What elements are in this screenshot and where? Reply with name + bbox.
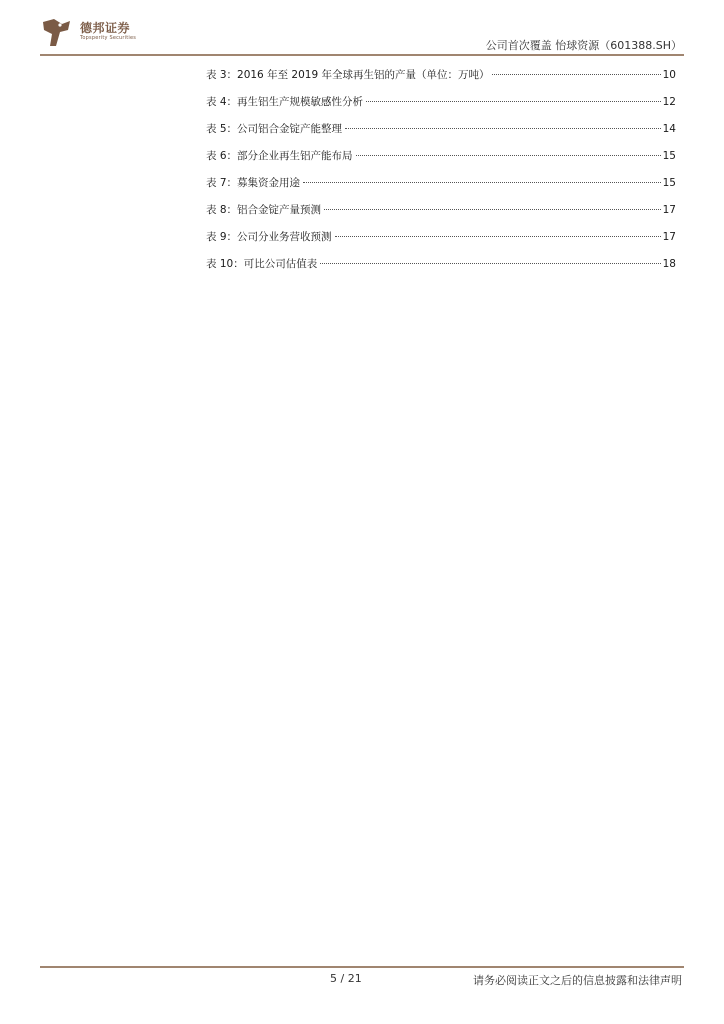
- toc-entry-page: 17: [662, 231, 676, 243]
- company-logo: [40, 16, 150, 50]
- toc-entry[interactable]: [206, 257, 676, 284]
- toc-entry-page: 15: [662, 150, 676, 162]
- toc-entry-page: 10: [662, 69, 676, 81]
- toc-entry-page: 15: [662, 177, 676, 189]
- toc-entry-label: 表 6：部分企业再生铝产能布局: [206, 150, 353, 162]
- toc-entry-label: 表 5：公司铝合金锭产能整理: [206, 123, 343, 135]
- toc-entry[interactable]: [206, 176, 676, 203]
- page-number: 5 / 21: [330, 972, 362, 985]
- toc-entry-page: 17: [662, 204, 676, 216]
- toc-leader-dots: [324, 209, 661, 210]
- toc-entry[interactable]: [206, 203, 676, 230]
- logo-english-name: Topsperity Securities: [80, 35, 137, 41]
- toc-entry-label: 表 10：可比公司估值表: [206, 258, 318, 270]
- table-of-tables: [206, 68, 676, 284]
- toc-entry-page: 14: [662, 123, 676, 135]
- toc-entry-label: 表 3：2016 年至 2019 年全球再生铝的产量（单位：万吨）: [206, 69, 490, 81]
- toc-leader-dots: [345, 128, 661, 129]
- toc-leader-dots: [303, 182, 661, 183]
- toc-entry[interactable]: [206, 230, 676, 257]
- header-divider: [40, 54, 684, 56]
- toc-entry[interactable]: [206, 122, 676, 149]
- toc-leader-dots: [366, 101, 661, 102]
- toc-entry-label: 表 7：募集资金用途: [206, 177, 301, 189]
- logo-chinese-name: 德邦证券: [80, 21, 131, 35]
- toc-entry[interactable]: [206, 149, 676, 176]
- toc-entry-label: 表 4：再生铝生产规模敏感性分析: [206, 96, 364, 108]
- dog-logo-icon: [40, 16, 74, 50]
- toc-leader-dots: [335, 236, 661, 237]
- toc-leader-dots: [356, 155, 661, 156]
- toc-entry[interactable]: [206, 95, 676, 122]
- toc-leader-dots: [492, 74, 660, 75]
- toc-entry-label: 表 8：铝合金锭产量预测: [206, 204, 322, 216]
- toc-entry-page: 12: [662, 96, 676, 108]
- toc-leader-dots: [320, 263, 660, 264]
- footer-divider: [40, 966, 684, 968]
- toc-entry-page: 18: [662, 258, 676, 270]
- toc-entry[interactable]: [206, 68, 676, 95]
- report-header-info: 公司首次覆盖 怡球资源（601388.SH）: [485, 39, 682, 52]
- toc-entry-label: 表 9：公司分业务营收预测: [206, 231, 332, 243]
- legal-disclaimer-note: 请务必阅读正文之后的信息披露和法律声明: [473, 974, 682, 987]
